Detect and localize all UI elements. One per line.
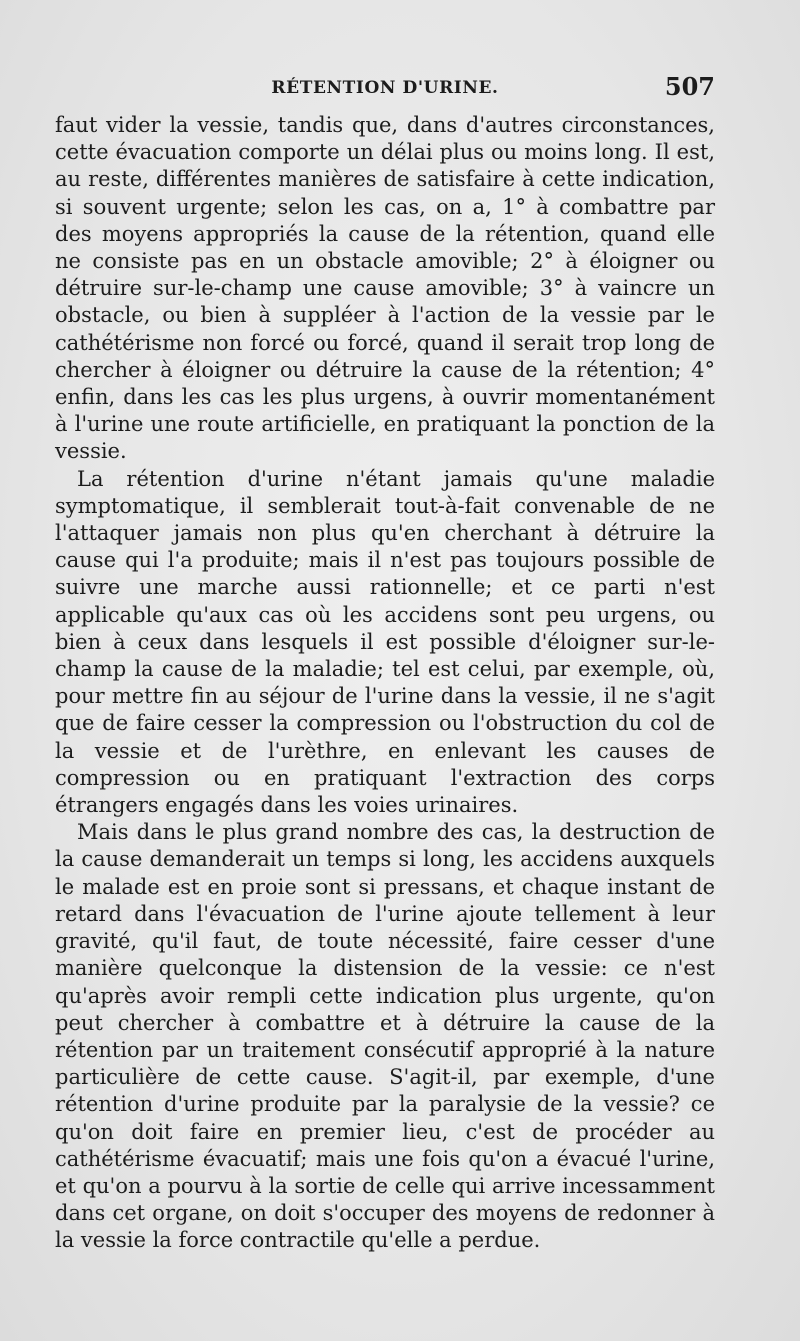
running-header [55,72,715,112]
paragraph-1: faut vider la vessie, tandis que, dans d'autres circonstances, cette évacuation comporte un délai plus ou moins long. Il est, au reste, différentes manières de satisfaire à cette indication, si souvent urgente; selon les cas, on a, 1° à combattre par des moyens appropriés la cause de la rétention, quand elle ne consiste pas en un obstacle amovible; 2° à éloigner ou détruire sur-le-champ une cause amovible; 3° à vaincre un obstacle, ou bien à suppléer à l'action de la vessie par le cathétérisme non forcé ou forcé, quand il serait trop long de chercher à éloigner ou détruire la cause de la rétention; 4° enfin, dans les cas les plus urgens, à ouvrir momentanément à l'urine une route artificielle, en pratiquant la ponction de la vessie. [55,113,715,464]
body-text [55,112,715,1255]
running-title: RÉTENTION D'URINE. [271,78,499,98]
page-number: 507 [664,72,715,101]
paragraph-3: Mais dans le plus grand nombre des cas, la destruction de la cause demanderait un temps si long, les accidens auxquels le malade est en proie sont si pressans, et chaque instant de retard dans l'évacuation de l'urine ajoute tellement à leur gravité, qu'il faut, de toute nécessité, faire cesser d'une manière quelconque la distension de la vessie: ce n'est qu'après avoir rempli cette indication plus urgente, qu'on peut chercher à combattre et à détruire la cause de la rétention par un traitement consécutif approprié à la nature particulière de cette cause. S'agit-il, par exemple, d'une rétention d'urine produite par la paralysie de la vessie? ce qu'on doit faire en premier lieu, c'est de procéder au cathétérisme évacuatif; mais une fois qu'on a évacué l'urine, et qu'on a pourvu à la sortie de celle qui arrive incessamment dans cet organe, on doit s'occuper des moyens de redonner à la vessie la force contractile qu'elle a perdue. [55,820,715,1253]
book-page [55,72,715,1255]
paragraph-2: La rétention d'urine n'étant jamais qu'une maladie symptomatique, il semblerait tout-à-fait convenable de ne l'attaquer jamais non plus qu'en cherchant à détruire la cause qui l'a produite; mais il n'est pas toujours possible de suivre une marche aussi rationnelle; et ce parti n'est applicable qu'aux cas où les accidens sont peu urgens, ou bien à ceux dans lesquels il est possible d'éloigner sur-le-champ la cause de la maladie; tel est celui, par exemple, où, pour mettre fin au séjour de l'urine dans la vessie, il ne s'agit que de faire cesser la compression ou l'obstruction du col de la vessie et de l'urèthre, en enlevant les causes de compression ou en pratiquant l'extraction des corps étrangers engagés dans les voies urinaires. [55,466,715,818]
